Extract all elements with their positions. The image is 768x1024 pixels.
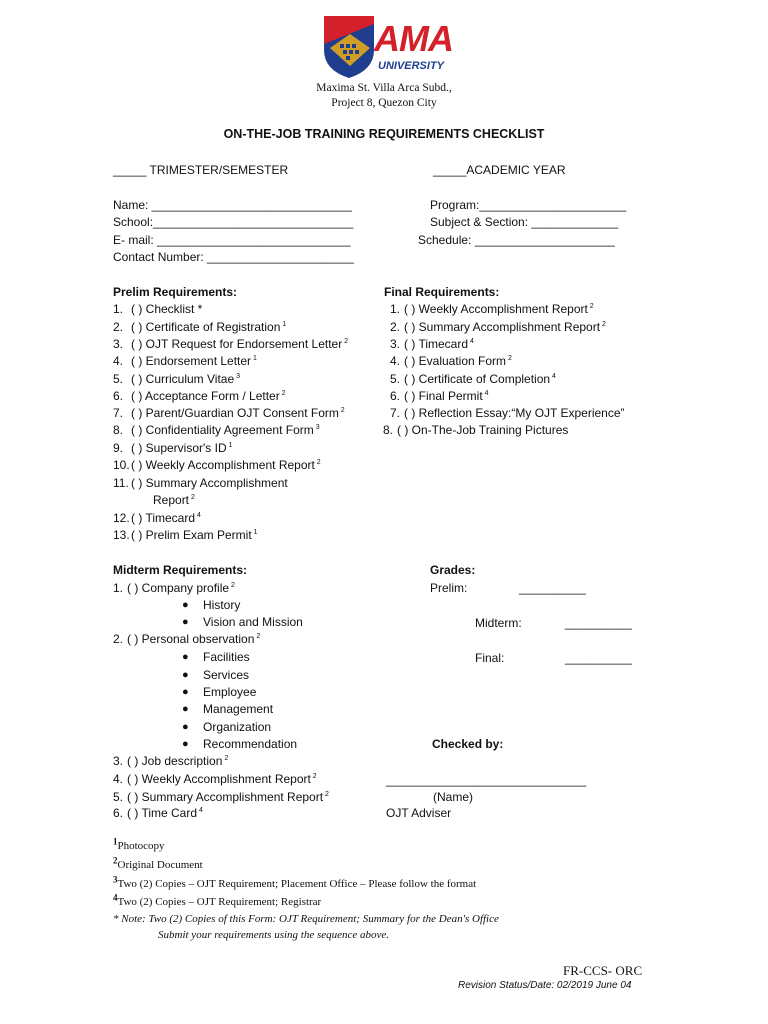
prelim-item — [113, 458, 321, 472]
item-text: ( ) Certificate of Completion — [404, 372, 551, 386]
midterm-item — [113, 632, 260, 646]
footnote-mark: 3 — [113, 874, 118, 885]
prelim-item — [113, 337, 348, 351]
bullet-item: Organization — [203, 720, 272, 734]
item-number: 8. — [113, 423, 124, 437]
item-number: 7. — [390, 406, 401, 420]
item-text: ( ) Personal observation — [127, 632, 255, 646]
item-number: 1. — [113, 302, 124, 316]
name-field: Name: ______________________________ — [113, 198, 352, 212]
item-text: ( ) Parent/Guardian OJT Consent Form — [131, 406, 339, 420]
item-text: ( ) Summary Accomplishment Report — [127, 790, 324, 804]
item-text: ( ) Certificate of Registration — [131, 320, 281, 334]
item-text: ( ) Prelim Exam Permit — [131, 528, 252, 542]
item-text: ( ) Endorsement Letter — [131, 354, 252, 368]
item-text: ( ) Time Card — [127, 806, 198, 820]
item-text: Report — [153, 493, 190, 507]
bullet-icon: ● — [182, 721, 189, 733]
prelim-item — [113, 528, 258, 542]
item-text: ( ) Checklist * — [131, 302, 203, 316]
bullet-icon: ● — [182, 703, 189, 715]
item-number: 1. — [113, 581, 124, 595]
item-number: 4. — [390, 354, 401, 368]
footnote — [113, 855, 203, 871]
logo-subtext: UNIVERSITY — [378, 60, 445, 72]
item-text: ( ) Weekly Accomplishment Report — [127, 772, 311, 786]
item-text: ( ) Job description — [127, 754, 223, 768]
footnote — [113, 892, 322, 908]
final-item — [390, 406, 625, 420]
grade-final-label: Final: — [475, 651, 505, 665]
item-number: 8. — [383, 423, 394, 437]
footnote — [113, 836, 165, 852]
bullet-icon: ● — [182, 651, 189, 663]
bullet-item: Vision and Mission — [203, 615, 303, 629]
final-item — [383, 423, 568, 437]
footnote-ref: 2 — [600, 321, 606, 328]
grade-final-blank: __________ — [565, 651, 632, 665]
footnote-mark: 1 — [113, 836, 118, 847]
item-text: ( ) Final Permit — [404, 389, 483, 403]
revision-status: Revision Status/Date: 02/2019 June 04 — [458, 980, 632, 991]
prelim-heading: Prelim Requirements: — [113, 285, 238, 299]
footnote-ref: 2 — [323, 791, 329, 798]
item-text: ( ) Acceptance Form / Letter — [131, 389, 280, 403]
item-number: 2. — [113, 632, 124, 646]
item-number: 3. — [113, 754, 124, 768]
item-number: 6. — [113, 389, 124, 403]
schedule-field: Schedule: _____________________ — [418, 233, 615, 247]
final-item — [390, 354, 512, 368]
bullet-icon: ● — [182, 686, 189, 698]
grades-heading: Grades: — [430, 563, 476, 577]
footnote-ref: 2 — [587, 303, 594, 310]
item-text: ( ) Company profile — [127, 581, 230, 595]
footnote-ref: 2 — [222, 755, 229, 762]
item-number: 5. — [113, 790, 124, 804]
grade-prelim-blank: __________ — [519, 581, 586, 595]
signature-line: ______________________________ — [386, 773, 587, 787]
item-number: 13. — [113, 528, 130, 542]
item-text: ( ) Confidentiality Agreement Form — [131, 423, 314, 437]
midterm-item — [113, 754, 228, 768]
bullet-item: Recommendation — [203, 737, 298, 751]
bullet-icon: ● — [182, 669, 189, 681]
item-text: ( ) Weekly Accomplishment Report — [131, 458, 315, 472]
footnote-ref: 4 — [482, 390, 489, 397]
contact-field: Contact Number: ______________________ — [113, 250, 354, 264]
item-text: ( ) Supervisor's ID — [131, 441, 227, 455]
footnote-text: Photocopy — [117, 840, 165, 852]
item-text: ( ) Weekly Accomplishment Report — [404, 302, 588, 316]
prelim-item — [113, 476, 288, 490]
footnote-ref: 1 — [251, 529, 258, 536]
address-line-2: Project 8, Quezon City — [331, 97, 437, 109]
footnote-ref: 2 — [314, 459, 321, 466]
item-text: ( ) Reflection Essay:“My OJT Experience” — [404, 406, 625, 420]
bullet-item: Facilities — [203, 650, 250, 664]
item-text: ( ) On-The-Job Training Pictures — [397, 423, 569, 437]
footnote-ref: 2 — [254, 633, 261, 640]
footnote-ref: 4 — [468, 338, 474, 345]
item-number: 4. — [113, 354, 124, 368]
prelim-item — [113, 354, 257, 368]
item-number: 2. — [390, 320, 401, 334]
note-line-1: * Note: Two (2) Copies of this Form: OJT Requirement; Summary for the Dean's Office — [113, 913, 499, 925]
bullet-item: Employee — [203, 685, 257, 699]
university-logo — [322, 14, 453, 82]
grade-prelim-label: Prelim: — [430, 581, 468, 595]
midterm-heading: Midterm Requirements: — [113, 563, 248, 577]
item-number: 1. — [390, 302, 401, 316]
prelim-item — [113, 406, 345, 420]
bullet-item: Services — [203, 668, 250, 682]
footnote-text: Two (2) Copies – OJT Requirement; Placement Office – Please follow the format — [117, 878, 477, 890]
address-line-1: Maxima St. Villa Arca Subd., — [316, 82, 452, 94]
item-text: ( ) OJT Request for Endorsement Letter — [131, 337, 343, 351]
footnote-mark: 2 — [113, 855, 118, 866]
bullet-icon: ● — [182, 738, 189, 750]
item-text: ( ) Evaluation Form — [404, 354, 507, 368]
footnote-ref: 4 — [197, 807, 203, 814]
footnote-mark: 4 — [113, 892, 118, 903]
prelim-item — [113, 441, 233, 455]
subject-section-field: Subject & Section: _____________ — [430, 215, 619, 229]
item-number: 11. — [113, 476, 129, 490]
page-title: ON-THE-JOB TRAINING REQUIREMENTS CHECKLIST — [223, 127, 545, 141]
item-number: 6. — [113, 806, 124, 820]
item-text: ( ) Curriculum Vitae — [131, 372, 235, 386]
final-item — [390, 337, 474, 351]
item-text: ( ) Summary Accomplishment — [131, 476, 288, 490]
logo-wordmark: AMA — [374, 18, 453, 59]
bullet-item: Management — [203, 702, 274, 716]
footnote-ref: 2 — [229, 582, 235, 589]
item-text: ( ) Summary Accomplishment Report — [404, 320, 601, 334]
footnote-text: Two (2) Copies – OJT Requirement; Registrar — [117, 896, 322, 908]
footnote-ref: 2 — [189, 494, 195, 501]
item-number: 3. — [113, 337, 124, 351]
item-number: 5. — [113, 372, 124, 386]
bullet-icon: ● — [182, 599, 189, 611]
grade-midterm-blank: __________ — [565, 616, 632, 630]
footnote-ref: 1 — [280, 321, 287, 328]
footnote-ref: 1 — [251, 355, 257, 362]
final-item — [390, 320, 606, 334]
prelim-item — [153, 493, 195, 507]
final-heading: Final Requirements: — [384, 285, 500, 299]
midterm-item — [113, 581, 235, 595]
form-code: FR-CCS- ORC — [563, 963, 643, 978]
footnote-ref: 4 — [550, 373, 556, 380]
item-number: 3. — [390, 337, 401, 351]
footnote-ref: 2 — [310, 773, 317, 780]
footnote — [113, 874, 477, 890]
footnote-ref: 3 — [313, 424, 320, 431]
item-number: 4. — [113, 772, 124, 786]
bullet-item: History — [203, 598, 241, 612]
grade-midterm-label: Midterm: — [475, 616, 522, 630]
item-number: 6. — [390, 389, 401, 403]
midterm-item — [113, 806, 203, 820]
midterm-item — [113, 772, 317, 786]
school-field: School:______________________________ — [113, 215, 354, 229]
bullet-icon: ● — [182, 616, 189, 628]
prelim-item — [113, 389, 286, 403]
footnote-ref: 1 — [226, 442, 233, 449]
adviser-name-label: (Name) — [433, 790, 474, 804]
item-number: 9. — [113, 441, 124, 455]
program-field: Program:______________________ — [430, 198, 627, 212]
item-number: 5. — [390, 372, 401, 386]
note-line-2: Submit your requirements using the sequence above. — [158, 929, 390, 941]
email-field: E- mail: _____________________________ — [113, 233, 351, 247]
checked-by-label: Checked by: — [432, 737, 504, 751]
prelim-item — [113, 511, 201, 525]
item-number: 12. — [113, 511, 130, 525]
final-item — [390, 372, 556, 386]
item-text: ( ) Timecard — [131, 511, 196, 525]
prelim-item — [113, 302, 202, 316]
prelim-item — [113, 423, 320, 437]
item-number: 7. — [113, 406, 124, 420]
trimester-field: _____ TRIMESTER/SEMESTER — [113, 163, 289, 177]
prelim-item — [113, 372, 240, 386]
footnote-ref: 3 — [234, 373, 240, 380]
final-item — [390, 302, 594, 316]
final-item — [390, 389, 489, 403]
footnote-text: Original Document — [117, 859, 203, 871]
ojt-adviser-label: OJT Adviser — [386, 806, 452, 820]
footnote-ref: 2 — [506, 355, 512, 362]
item-number: 2. — [113, 320, 124, 334]
item-text: ( ) Timecard — [404, 337, 469, 351]
footnote-ref: 4 — [195, 512, 201, 519]
academic-year-field: _____ACADEMIC YEAR — [433, 163, 566, 177]
footnote-ref: 2 — [342, 338, 349, 345]
prelim-item — [113, 320, 286, 334]
midterm-item — [113, 790, 329, 804]
item-number: 10. — [113, 458, 130, 472]
footnote-ref: 2 — [279, 390, 286, 397]
footnote-ref: 2 — [338, 407, 345, 414]
